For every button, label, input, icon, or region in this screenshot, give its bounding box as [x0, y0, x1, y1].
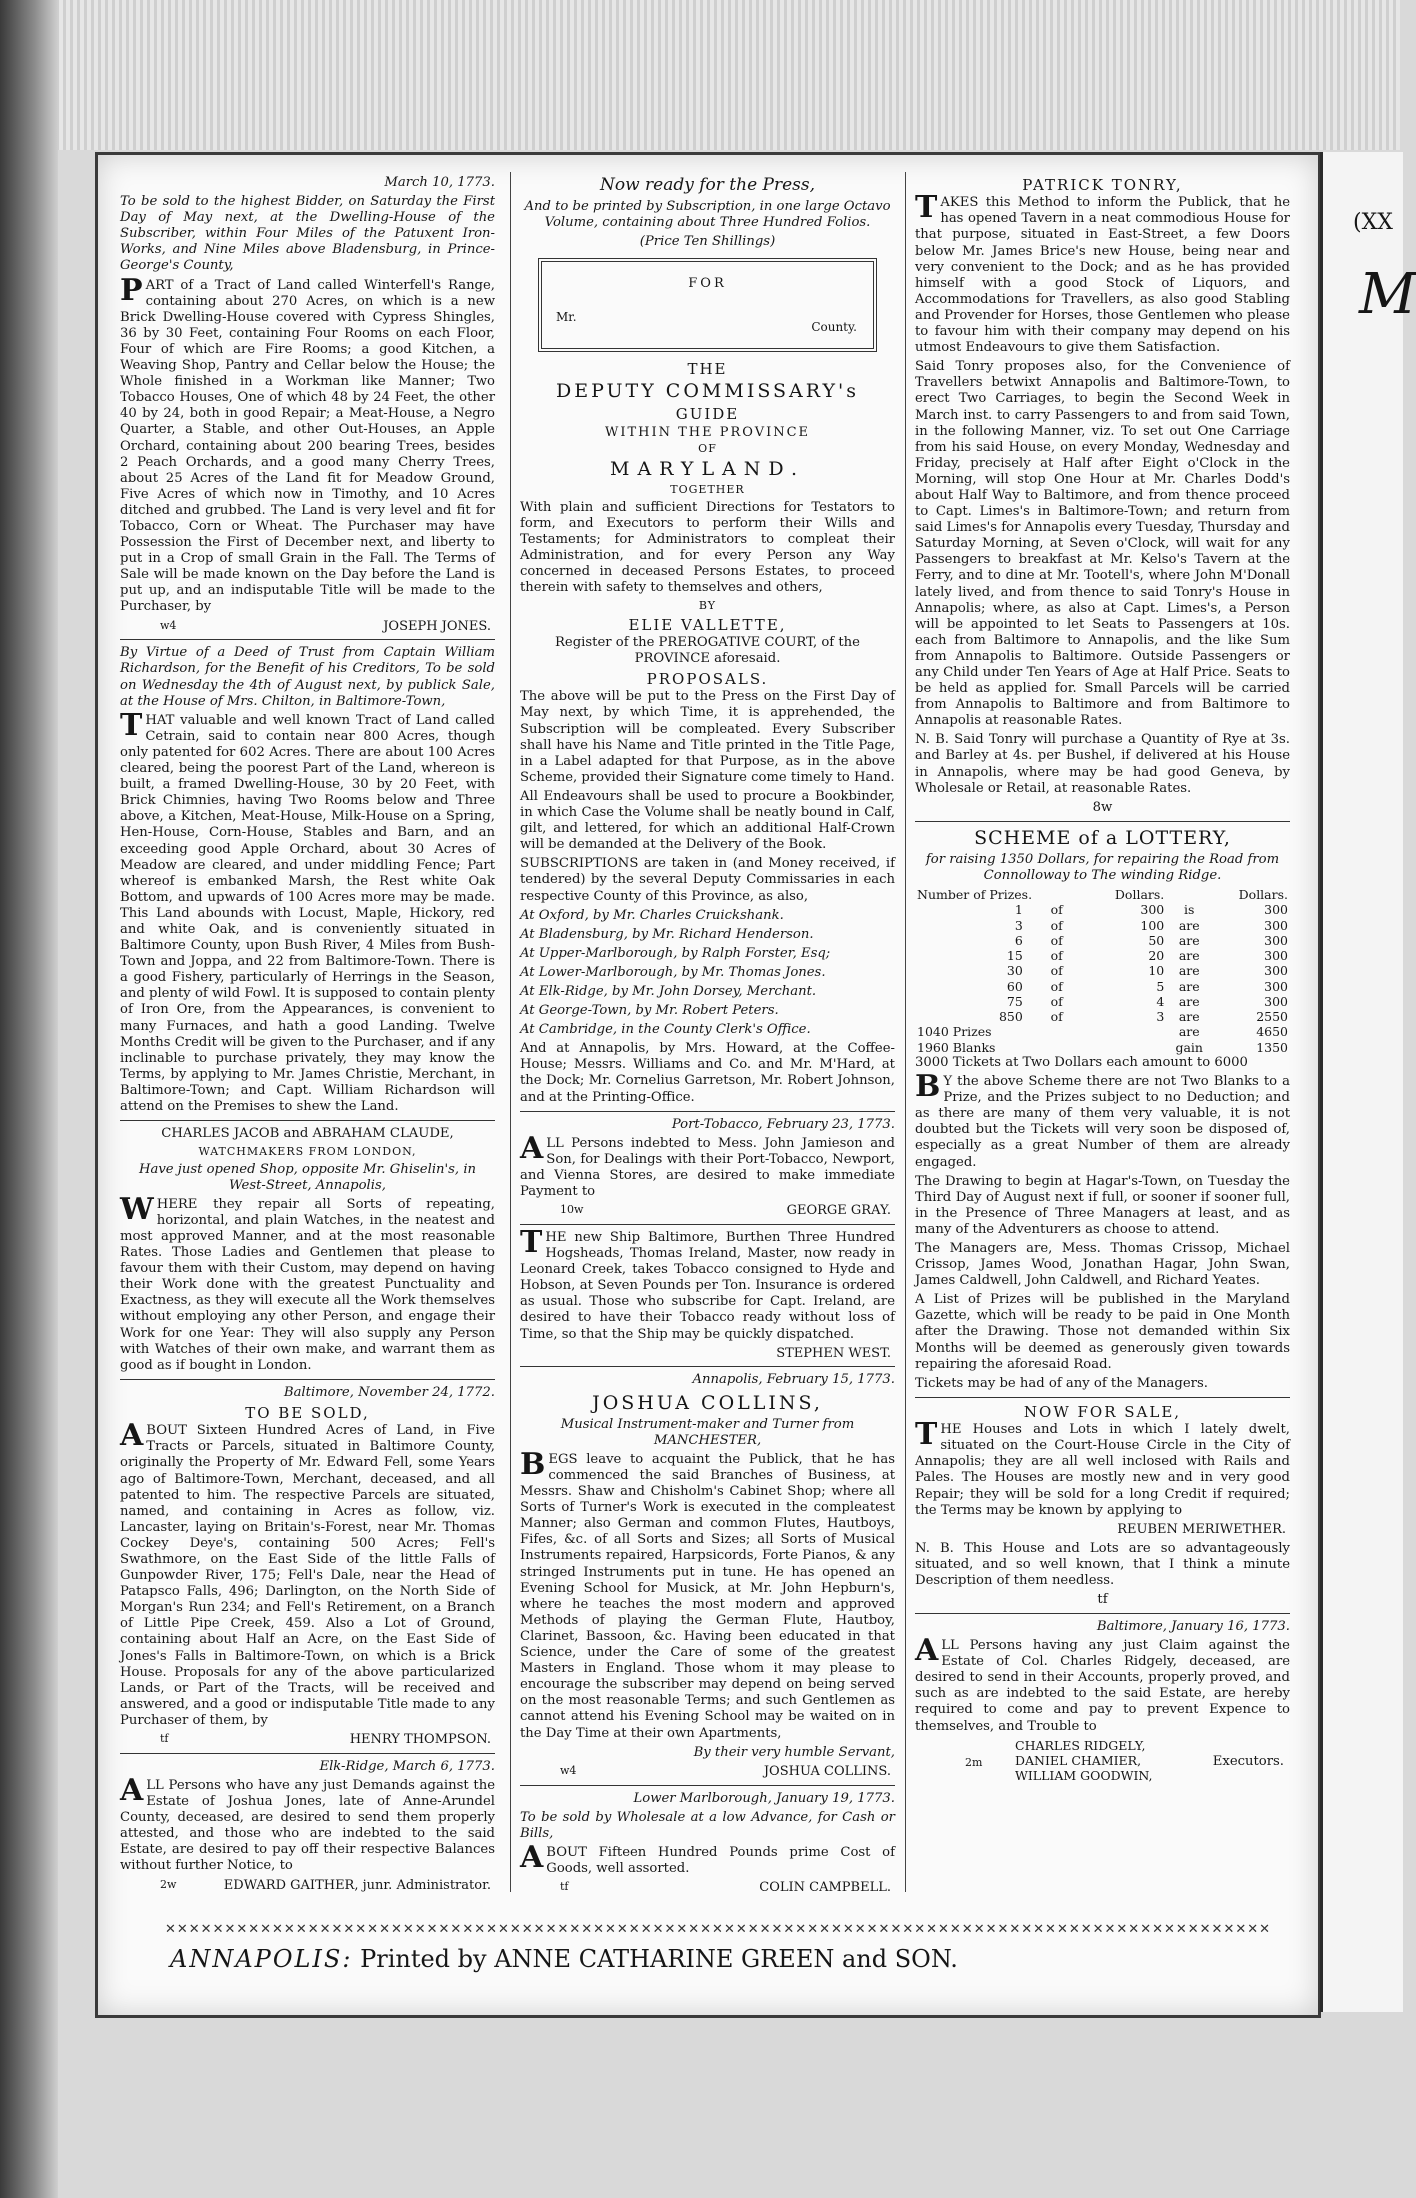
column-header: Dollars.: [1114, 887, 1165, 903]
ad-body: THE new Ship Baltimore, Burthen Three Hundred Hogsheads, Thomas Ireland, Master, now ready in Leonard Creek, takes Tobacco consigned to Hyde and Hobson, at Seven Pounds per Ton. Insurance is ordered as usual. Those who subscribe for Capt. Ireland, are desired to have their Tobacco ready without loss of Time, so that the Ship may be quickly dispatched.: [520, 1224, 895, 1342]
table-row: 3 of 100 are 300: [1014, 917, 1288, 933]
ad-intro: To be sold to the highest Bidder, on Saturday the First Day of May next, at the Dwelling-House of the Subscriber, within Four Miles of the Patuxent Iron-Works, and Nine Miles above Bladensburg, in Prince-George's County,: [120, 194, 495, 274]
executors-role: Executors.: [1212, 1753, 1284, 1769]
list-item: At Bladensburg, by Mr. Richard Henderson.: [520, 926, 814, 942]
ad-body: ALL Persons having any just Claim against the Estate of Col. Charles Ridgely, deceased, are desired to send in their Accounts, properly proved, and such as are indebted to the said Estate, are hereby required to come and pay to prevent Expence to themselves, and Trouble to: [915, 1633, 1290, 1734]
ad-body: All Endeavours shall be used to procure a Bookbinder, in which Case the Volume shall be neatly bound in Calf, gilt, and lettered, for which an additional Half-Crown will be demanded at the Delivery of the Book.: [520, 788, 895, 853]
ad-dateline: Lower Marlborough, January 19, 1773.: [633, 1790, 895, 1806]
book-title-line: TOGETHER: [670, 483, 745, 497]
list-item: At Oxford, by Mr. Charles Cruickshank.: [520, 907, 784, 923]
ad-body: TAKES this Method to inform the Publick, that he has opened Tavern in a neat commodious House for that purpose, situated in East-Street, a few Doors below Mr. James Brice's new House, being near and very convenient to the Dock; and as he has provided himself with a good Stock of Liquors, and Accommodations for Travellers, as also good Stabling and Provender for Horses, those Gentlemen who please to favour him with their company may depend on his utmost Endeavours to give them Satisfaction.: [915, 190, 1290, 356]
ad-subheading: Musical Instrument-maker and Turner from MANCHESTER,: [560, 1416, 855, 1448]
scan-background-top: [0, 0, 1400, 150]
executors-signature: 2m CHARLES RIDGELY, DANIEL CHAMIER, WILLIAM GOODWIN, Executors.: [965, 1737, 1284, 1784]
ad-body: THE Houses and Lots in which I lately dwelt, situated on the Court-House Circle in the City of Annapolis; they are all well inclosed with Rails and Pales. The Houses are mostly new and in very good Repair; they will be sold for a long Credit if required; the Terms may be known by applying to: [915, 1417, 1290, 1518]
table-row: 60 of 5 are 300: [1006, 978, 1288, 994]
lottery-tickets: 3000 Tickets at Two Dollars each amount to 6000: [915, 1054, 1248, 1070]
ad-body: A List of Prizes will be published in the Maryland Gazette, which will be ready to be paid in One Month after the Drawing. Those not demanded within Six Months will be deemed as generously given towards repairing the aforesaid Road.: [915, 1292, 1290, 1372]
separator: [915, 1613, 1290, 1614]
column-header: Dollars.: [1238, 887, 1288, 903]
separator: [915, 821, 1290, 822]
column-2: [520, 175, 895, 1895]
lottery-heading: SCHEME of a LOTTERY,: [974, 826, 1231, 849]
ad-heading: NOW FOR SALE,: [1023, 1402, 1182, 1421]
ad-signature: 2w EDWARD GAITHER, junr. Administrator.: [160, 1877, 491, 1893]
ad-heading: JOSHUA COLLINS,: [592, 1391, 823, 1414]
ad-body: And at Annapolis, by Mrs. Howard, at the Coffee-House; Messrs. Williams and Co. and Mr. M'Hard, at the Dock; Mr. Cornelius Garretson, Mr. Robert Johnson, and at the Printing-Office.: [520, 1041, 895, 1105]
lottery-intro: for raising 1350 Dollars, for repairing the Road from Connolloway to The winding Ridge.: [925, 852, 1280, 884]
imprint-place: ANNAPOLIS:: [170, 1945, 353, 1973]
list-item: At George-Town, by Mr. Robert Peters.: [520, 1003, 779, 1019]
label-mr: Mr.: [556, 310, 577, 325]
separator: [120, 1753, 495, 1754]
ad-heading: CHARLES JACOB and ABRAHAM CLAUDE,: [161, 1126, 454, 1142]
ad-body: The Drawing to begin at Hagar's-Town, on Tuesday the Third Day of August next if full, or sooner if sooner full, in the Presence of Three Managers at least, and as many of the Adventurers as choose to attend.: [915, 1173, 1290, 1237]
ad-body: ABOUT Fifteen Hundred Pounds prime Cost of Goods, well assorted.: [520, 1839, 895, 1876]
table-total-row: 1960 Blanks gain 1350: [917, 1039, 1288, 1055]
ad-body: N. B. This House and Lots are so advantageously situated, and so well known, that I think a minute Description of them needless.: [915, 1540, 1290, 1588]
ad-body: PART of a Tract of Land called Winterfell's Range, containing about 270 Acres, on which is a new Brick Dwelling-House covered with Cypress Shingles, 36 by 30 Feet, containing Four Rooms on each Floor, Four of which are Fire Rooms; a good Kitchen, a Weaving Shop, Pantry and Cellar below the House; the Whole finished in a Workman like Manner; Two Tobacco Houses, One of which 48 by 24 Feet, the other 40 by 24, both in good Repair; a Meat-House, a Negro Quarter, a Stable, and other Out-Houses, an Apple Orchard, containing about 200 bearing Trees, besides 2 Peach Orchards, and a good many Cherry Trees, about 25 Acres of the Land fit for Meadow Ground, Five Acres of which now in Timothy, and 10 Acres ditched and grubbed. The Land is very level and fit for Tobacco, Corn or Wheat. The Purchaser may have Possession the First of December next, and liberty to put in a Crop of small Grain in the Fall. The Terms of Sale will be made known on the Day before the Land is put up, and an indisputable Title will be made to the Purchaser, by: [120, 272, 495, 615]
column-rule-2: [905, 172, 906, 1892]
ad-body: ABOUT Sixteen Hundred Acres of Land, in Five Tracts or Parcels, situated in Baltimore County, originally the Property of Mr. Edward Fell, some Years ago of Baltimore-Town, Merchant, deceased, and all patented to him. The respective Parcels are situated, named, and containing in Acres as follow, viz. Lancaster, laying on Britain's-Forest, near Mr. Thomas Cockey Deye's, containing 500 Acres; Fell's Swathmore, on the East Side of the little Falls of Gunpowder River, 175; Fell's Dale, near the Head of Patapsco Falls, 496; Darlington, on the North Side of Morgan's Run 234; and Fell's Retirement, on a Branch of Little Pipe Creek, 459. Also a Lot of Ground, containing about Half an Acre, on the East Side of Jones's Falls in Baltimore-Town, on which is a Brick House. Proposals for any of the above particularized Lands, or Part of the Tracts, will be received and answered, and a good or indisputable Title made to any Purchaser of them, by: [120, 1418, 495, 1728]
separator: [120, 1120, 495, 1121]
ad-signature: STEPHEN WEST.: [776, 1345, 891, 1361]
column-3: [915, 175, 1290, 1895]
lottery-scheme-table: [915, 887, 1290, 1055]
ad-body: Said Tonry proposes also, for the Convenience of Travellers betwixt Annapolis and Baltimore-Town, to erect Two Carriages, to begin the Second Week in March inst. to carry Passengers to and from said Town, in the following Manner, viz. To set out One Carriage from his said House, on every Monday, Wednesday and Friday, precisely at Half after Eight o'Clock in the Morning, will stop One Hour at Mr. Charles Dodd's about Half Way to Baltimore, and from thence proceed to Capt. Limes's in Baltimore-Town; and return from said Limes's for Annapolis every Tuesday, Thursday and Saturday Morning, at Seven o'Clock, will wait for any Passengers to breakfast at Mr. Kelso's Tavern at the Ferry, and to dine at Mr. Tootell's, where John M'Donall lately lived, and from thence to said Tonry's House in Annapolis; where, as also at Capt. Limes's, a Person will be appointed to let Seats to Passengers at 10s. each from Baltimore to Annapolis, and the like Sum from Annapolis to Baltimore. Outside Passengers or any Child under Ten Years of Age at Half Price. Seats to be held as applied for. Small Parcels will be carried from Annapolis to Baltimore and from Baltimore to Annapolis at reasonable Rates.: [915, 359, 1290, 729]
book-author-title: Register of the PREROGATIVE COURT, of the PROVINCE aforesaid.: [555, 634, 860, 666]
ad-dateline: Baltimore, January 16, 1773.: [1096, 1618, 1290, 1634]
scan-binding-edge: [0, 0, 58, 2198]
ornamental-border: ✕✕✕✕✕✕✕✕✕✕✕✕✕✕✕✕✕✕✕✕✕✕✕✕✕✕✕✕✕✕✕✕✕✕✕✕✕✕✕✕✕✕✕✕✕✕✕✕✕✕✕✕✕✕✕✕✕✕✕✕✕✕✕✕✕✕✕✕✕✕✕✕✕✕✕✕✕✕✕✕✕✕✕✕✕✕✕✕✕✕✕✕✕: [165, 1922, 1272, 1937]
ad-dateline: Port-Tobacco, February 23, 1773.: [671, 1116, 895, 1132]
imprint: [170, 1945, 1280, 1973]
list-item: At Upper-Marlborough, by Ralph Forster, Esq;: [520, 945, 831, 961]
ad-body: WHERE they repair all Sorts of repeating, horizontal, and plain Watches, in the neatest and most approved Manner, and at the most reasonable Rates. Those Ladies and Gentlemen that please to favour them with their Custom, may depend on having their Work done with the greatest Punctuality and Exactness, as they will execute all the Work themselves without employing any other Person, and engage their Work for one Year: They will also supply any Person with Watches of their own make, and warrant them as good as if bought in London.: [120, 1191, 495, 1373]
table-header-row: [915, 887, 1290, 902]
book-title-line: GUIDE: [675, 405, 740, 424]
ad-heading: Now ready for the Press,: [599, 175, 816, 195]
label-for: FOR: [688, 276, 727, 292]
list-item: At Lower-Marlborough, by Mr. Thomas Jones.: [520, 964, 826, 980]
executor-name: CHARLES RIDGELY,: [1015, 1737, 1146, 1753]
ad-heading: TO BE SOLD,: [245, 1403, 370, 1422]
book-title-line: THE: [687, 360, 728, 379]
column-header: Number of Prizes.: [917, 887, 1033, 903]
ad-dateline: Baltimore, November 24, 1772.: [283, 1384, 495, 1400]
ad-body: The Managers are, Mess. Thomas Crissop, Michael Crissop, James Wood, Jonathan Hagar, John Swan, James Caldwell, John Caldwell, and Richard Yeates.: [915, 1241, 1290, 1289]
ad-body: ALL Persons indebted to Mess. John Jamieson and Son, for Dealings with their Port-Tobacco, Newport, and Vienna Stores, are desired to make immediate Payment to: [520, 1130, 895, 1199]
adjacent-page-masthead-letter: M: [1359, 262, 1416, 327]
label-county: County.: [811, 320, 857, 335]
adjacent-page-header: (XX: [1353, 210, 1393, 235]
separator: [120, 639, 495, 640]
ad-signature: tf HENRY THOMPSON.: [160, 1732, 491, 1747]
ad-signature: 10w GEORGE GRAY.: [560, 1203, 891, 1219]
book-title-line: MARYLAND.: [610, 458, 805, 481]
ad-body: ALL Persons who have any just Demands against the Estate of Joshua Jones, late of Anne-Arundel County, deceased, are desired to send them properly attested, and those who are indebted to the said Estate, are desired to pay off their respective Balances without further Notice, to: [120, 1772, 495, 1874]
book-title-line: WITHIN THE PROVINCE: [604, 424, 811, 440]
ad-mark: 8w: [1092, 799, 1113, 815]
ad-body: THAT valuable and well known Tract of Land called Cetrain, said to contain near 800 Acres, though only patented for 602 Acres. There are about 100 Acres cleared, being the poorest Part of the Land, whereon is built, a framed Dwelling-House, 30 by 20 Feet, with Brick Chimnies, having Two Rooms below and Three above, a Kitchen, Meat-House, Milk-House on a Spring, Hen-House, Corn-House, Stables and Barn, and an exceeding good Apple Orchard, about 30 Acres of Meadow are cleared, and under middling Fence; Part whereof is embanked Marsh, the Rest white Oak Bottom, and upwards of 100 Acres more may be made. This Land abounds with Locust, Maple, Hickory, red and white Oak, and is conveniently situated in Baltimore County, upon Bush River, 4 Miles from Bush-Town and Joppa, and 22 from Baltimore-Town. There is a good Fishery, particularly of Herrings in the Season, and plenty of wild Fowl. It is supposed to contain plenty of Iron Ore, from the Appearances, is convenient to many Furnaces, and hath a good Landing. Twelve Months Credit will be given to the Purchaser, and if any inclinable to purchase privately, they may know the Terms, by applying to Mr. James Christie, Merchant, in Baltimore-Town; and Capt. William Richardson will attend on the Premises to shew the Land.: [120, 707, 495, 1115]
executor-name: DANIEL CHAMIER,: [1015, 1752, 1142, 1768]
ad-subheading: WATCHMAKERS FROM LONDON,: [198, 1145, 417, 1159]
ad-dateline: Annapolis, February 15, 1773.: [692, 1372, 895, 1388]
ad-body: BEGS leave to acquaint the Publick, that he has commenced the said Branches of Business, at Messrs. Shaw and Chisholm's Cabinet Shop; where all Sorts of Turner's Work is executed in the compleatest Manner; also German and common Flutes, Hautboys, Fifes, &c. of all Sorts and Sizes; all Sorts of Musical Instruments repaired, Harpsicords, Forte Pianos, & any stringed Instruments put in tune. He has opened an Evening School for Musick, at Mr. John Hepburn's, where he teaches the most modern and approved Methods of playing the German Flute, Hautboy, Clarinet, Bassoon, &c. Having been educated in that Science, under the Care of some of the greatest Masters in England. Those whom it may please to encourage the subscriber may depend on being served on the most reasonable Terms; and such Gentlemen as cannot attend his Evening School may be waited on in the Day Time at their own Apartments,: [520, 1446, 895, 1741]
ad-mark: tf: [1097, 1591, 1108, 1607]
separator: [520, 1785, 895, 1786]
ad-signature: w4 JOSEPH JONES.: [160, 618, 491, 634]
executor-name: WILLIAM GOODWIN,: [1015, 1768, 1153, 1784]
ad-signature: REUBEN MERIWETHER.: [1117, 1521, 1286, 1537]
list-item: At Cambridge, in the County Clerk's Office.: [520, 1022, 811, 1038]
adjacent-page-edge: [1320, 152, 1416, 2012]
table-row: 75 of 4 are 300: [1006, 993, 1288, 1009]
ad-signature: w4 JOSHUA COLLINS.: [560, 1763, 891, 1779]
ad-dateline: March 10, 1773.: [384, 175, 495, 190]
table-row: 850 of 3 are 2550: [998, 1009, 1288, 1025]
separator: [520, 1224, 895, 1225]
ad-signature: tf COLIN CAMPBELL.: [560, 1880, 891, 1896]
separator: [520, 1366, 895, 1367]
ad-intro: By Virtue of a Deed of Trust from Captain William Richardson, for the Benefit of his Creditors, To be sold on Wednesday the 4th of August next, by publick Sale, at the House of Mrs. Chilton, in Baltimore-Town,: [120, 645, 495, 709]
ad-body: With plain and sufficient Directions for Testators to form, and Executors to perform their Wills and Testaments; for Administrators to compleat their Administration, and for every Person any Way concerned in deceased Persons Estates, to proceed therein with safety to themselves and others,: [520, 499, 895, 596]
table-total-row: 1040 Prizes are 4650: [917, 1024, 1288, 1040]
book-by: BY: [698, 599, 717, 613]
ad-body: BY the above Scheme there are not Two Blanks to a Prize, and the Prizes subject to no Deduction; and as there are many of them very valuable, it is not doubted but the Tickets will very soon be disposed of, especially as a great Number of them are already engaged.: [915, 1069, 1290, 1170]
ad-heading: PATRICK TONRY,: [1022, 176, 1183, 194]
subscription-agents-list: [520, 908, 895, 1039]
ad-intro: To be sold by Wholesale at a low Advance, for Cash or Bills,: [520, 1809, 895, 1841]
ad-dateline: Elk-Ridge, March 6, 1773.: [319, 1758, 495, 1774]
column-1: [120, 175, 495, 1895]
list-item: At Elk-Ridge, by Mr. John Dorsey, Merchant.: [520, 983, 817, 999]
ad-closing: By their very humble Servant,: [693, 1744, 895, 1760]
table-row: 15 of 20 are 300: [1006, 948, 1288, 964]
ad-intro: And to be printed by Subscription, in one large Octavo Volume, containing about Three Hundred Folios.: [524, 198, 891, 230]
separator: [520, 1111, 895, 1112]
ad-body: SUBSCRIPTIONS are taken in (and Money received, if tendered) by the several Deputy Commissaries in each respective County of this Province, as also,: [520, 856, 895, 904]
ad-intro: Have just opened Shop, opposite Mr. Ghiselin's, in West-Street, Annapolis,: [138, 1161, 477, 1193]
column-rule-1: [510, 172, 511, 1892]
book-title-line: OF: [698, 441, 717, 455]
subscriber-label-box: [538, 258, 877, 352]
book-author: ELIE VALLETTE,: [628, 615, 787, 634]
imprint-printer: Printed by ANNE CATHARINE GREEN and SON.: [360, 1945, 958, 1973]
ad-price: (Price Ten Shillings): [639, 233, 776, 249]
separator: [120, 1379, 495, 1380]
table-row: 6 of 50 are 300: [1014, 932, 1288, 948]
table-row: 1 of 300 is 300: [1014, 902, 1288, 918]
ad-body: The above will be put to the Press on the First Day of May next, by which Time, it is apprehended, the Subscription will be compleated. Every Subscriber shall have his Name and Title printed in the Title Page, in a Label adapted for that Purpose, as in the above Scheme, provided their Signature come timely to Hand.: [520, 689, 895, 785]
table-row: 30 of 10 are 300: [1006, 963, 1288, 979]
proposals-heading: PROPOSALS.: [646, 670, 769, 689]
book-title-line: DEPUTY COMMISSARY's: [555, 380, 859, 403]
ad-body: N. B. Said Tonry will purchase a Quantity of Rye at 3s. and Barley at 4s. per Bushel, if delivered at his House in Annapolis, where may be had good Geneva, by Wholesale or Retail, at reasonable Rates.: [915, 732, 1290, 796]
ad-body: Tickets may be had of any of the Managers.: [915, 1375, 1208, 1391]
separator: [915, 1397, 1290, 1398]
